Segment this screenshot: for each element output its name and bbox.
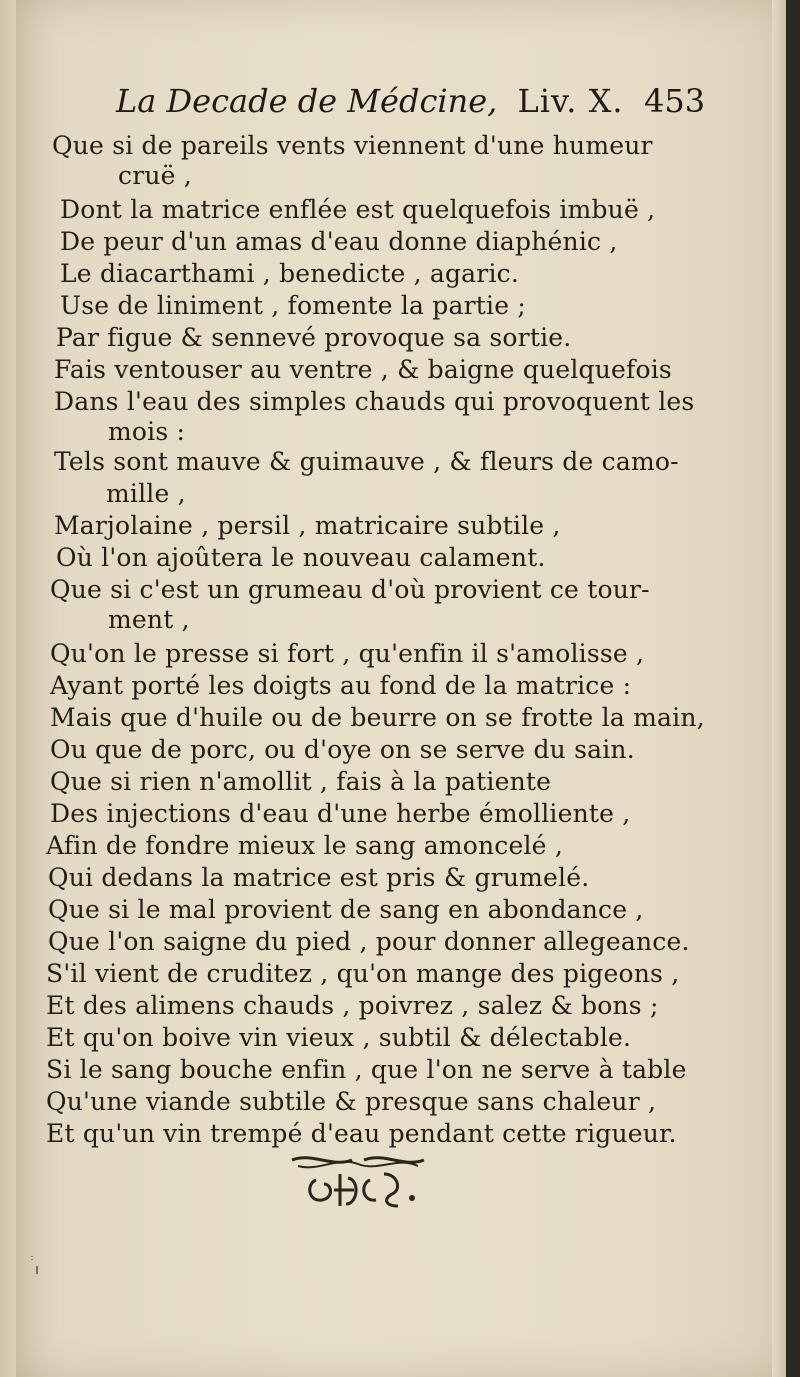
verse-line: Où l'on ajoûtera le nouveau calament. bbox=[56, 543, 546, 572]
verse-line: Fais ventouser au ventre , & baigne quelquefois bbox=[54, 355, 672, 384]
verse-line: Que si c'est un grumeau d'où provient ce tour- bbox=[50, 575, 650, 604]
verse-line: Qu'une viande subtile & presque sans chaleur , bbox=[46, 1087, 657, 1116]
verse-line: Que si de pareils vents viennent d'une humeur bbox=[52, 131, 653, 160]
page-edge bbox=[772, 0, 786, 1377]
book-number: Liv. X. bbox=[517, 82, 624, 120]
page-number: 453 bbox=[644, 82, 706, 120]
verse-line: Qu'on le presse si fort , qu'enfin il s'amolisse , bbox=[50, 639, 645, 668]
verse-line: Use de liniment , fomente la partie ; bbox=[60, 291, 526, 320]
verse-line: Marjolaine , persil , matricaire subtile , bbox=[54, 511, 561, 540]
margin-mark bbox=[30, 1252, 40, 1276]
verse-line: Dont la matrice enflée est quelquefois imbuë , bbox=[60, 195, 656, 224]
verse-line: Si le sang bouche enfin , que l'on ne serve à table bbox=[46, 1055, 687, 1084]
verse-line: ment , bbox=[108, 605, 190, 634]
verse-line: Ayant porté les doigts au fond de la matrice : bbox=[50, 671, 632, 700]
verse-line: Que l'on saigne du pied , pour donner allegeance. bbox=[48, 927, 690, 956]
verse-line: Afin de fondre mieux le sang amoncelé , bbox=[46, 831, 563, 860]
verse-line: Que si le mal provient de sang en abondance , bbox=[48, 895, 644, 924]
verse-line: Et qu'un vin trempé d'eau pendant cette rigueur. bbox=[46, 1119, 677, 1148]
verse-line: cruë , bbox=[118, 161, 192, 190]
verse-line: Tels sont mauve & guimauve , & fleurs de camo- bbox=[54, 447, 679, 476]
running-header bbox=[116, 82, 716, 126]
verse-line: Dans l'eau des simples chauds qui provoquent les bbox=[54, 387, 695, 416]
page-gutter bbox=[0, 0, 16, 1377]
printers-ornament-icon bbox=[288, 1150, 428, 1214]
verse-line: Par figue & sennevé provoque sa sortie. bbox=[56, 323, 572, 352]
verse-line: Qui dedans la matrice est pris & grumelé. bbox=[48, 863, 590, 892]
verse-line: Que si rien n'amollit , fais à la patiente bbox=[50, 767, 552, 796]
verse-line: mille , bbox=[106, 479, 186, 508]
verse-line: mois : bbox=[108, 417, 186, 446]
verse-line: Le diacarthami , benedicte , agaric. bbox=[60, 259, 519, 288]
verse-line: Et des alimens chauds , poivrez , salez & bons ; bbox=[46, 991, 659, 1020]
verse-line: De peur d'un amas d'eau donne diaphénic , bbox=[60, 227, 618, 256]
verse-line: Ou que de porc, ou d'oye on se serve du sain. bbox=[50, 735, 635, 764]
running-title: La Decade de Méd‌cine, bbox=[116, 82, 498, 120]
verse-line: Mais que d'huile ou de beurre on se frotte la main, bbox=[50, 703, 705, 732]
verse-line: S'il vient de cruditez , qu'on mange des pigeons , bbox=[46, 959, 680, 988]
verse-line: Et qu'on boive vin vieux , subtil & délectable. bbox=[46, 1023, 632, 1052]
verse-line: Des injections d'eau d'une herbe émolliente , bbox=[50, 799, 631, 828]
